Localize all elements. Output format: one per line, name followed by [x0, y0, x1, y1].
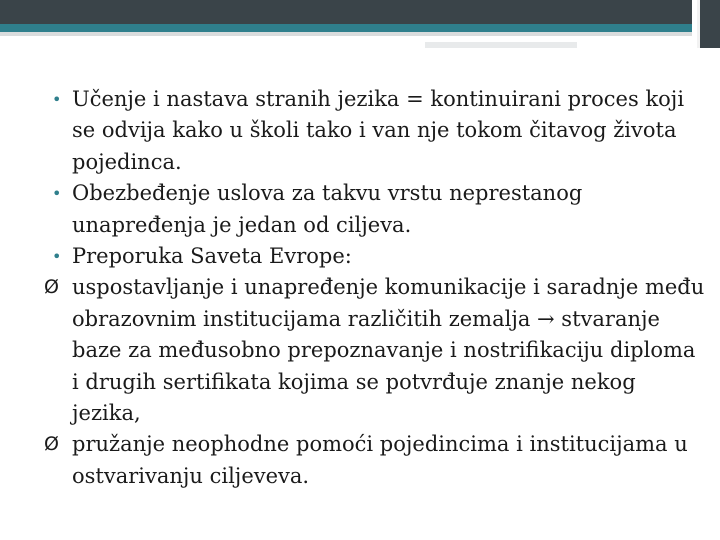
bullet-item	[46, 178, 706, 241]
arrow-item-text: uspostavljanje i unapređenje komunikacije i saradnje među obrazovnim institucijama različitih zemalja → stvaranje baze za međusobno prepoznavanje i nostrifikaciju diploma i drugih sertifikata kojima se potvrđuje znanje nekog jezika,	[72, 275, 705, 426]
slide-body	[46, 84, 706, 492]
bullet-item	[46, 84, 706, 178]
bullet-text: Preporuka Saveta Evrope:	[72, 244, 352, 269]
arrow-item	[46, 272, 706, 429]
arrow-bullet-icon: Ø	[44, 433, 59, 456]
bullet-marker: •	[52, 184, 62, 204]
bullet-marker: •	[52, 247, 62, 267]
header-bar	[0, 0, 692, 24]
bullet-marker: •	[52, 90, 62, 109]
bullet-item	[46, 241, 706, 272]
corner-panel	[697, 0, 720, 48]
header-shadow-stripe	[0, 32, 692, 36]
arrow-bullet-icon: Ø	[44, 276, 59, 299]
bullet-text: Obezbeđenje uslova za takvu vrstu neprestanog unapređenja je jedan od ciljeva.	[72, 181, 583, 237]
bullet-text: Učenje i nastava stranih jezika = kontinuirani proces koji se odvija kako u školi tako i van nje tokom čitavog života pojedinca.	[72, 87, 685, 174]
arrow-item-text: pružanje neophodne pomoći pojedincima i institucijama u ostvarivanju ciljeveva.	[72, 432, 688, 488]
header-highlight-stripe	[425, 42, 577, 48]
header-accent-stripe	[0, 24, 692, 32]
arrow-item	[46, 429, 706, 492]
